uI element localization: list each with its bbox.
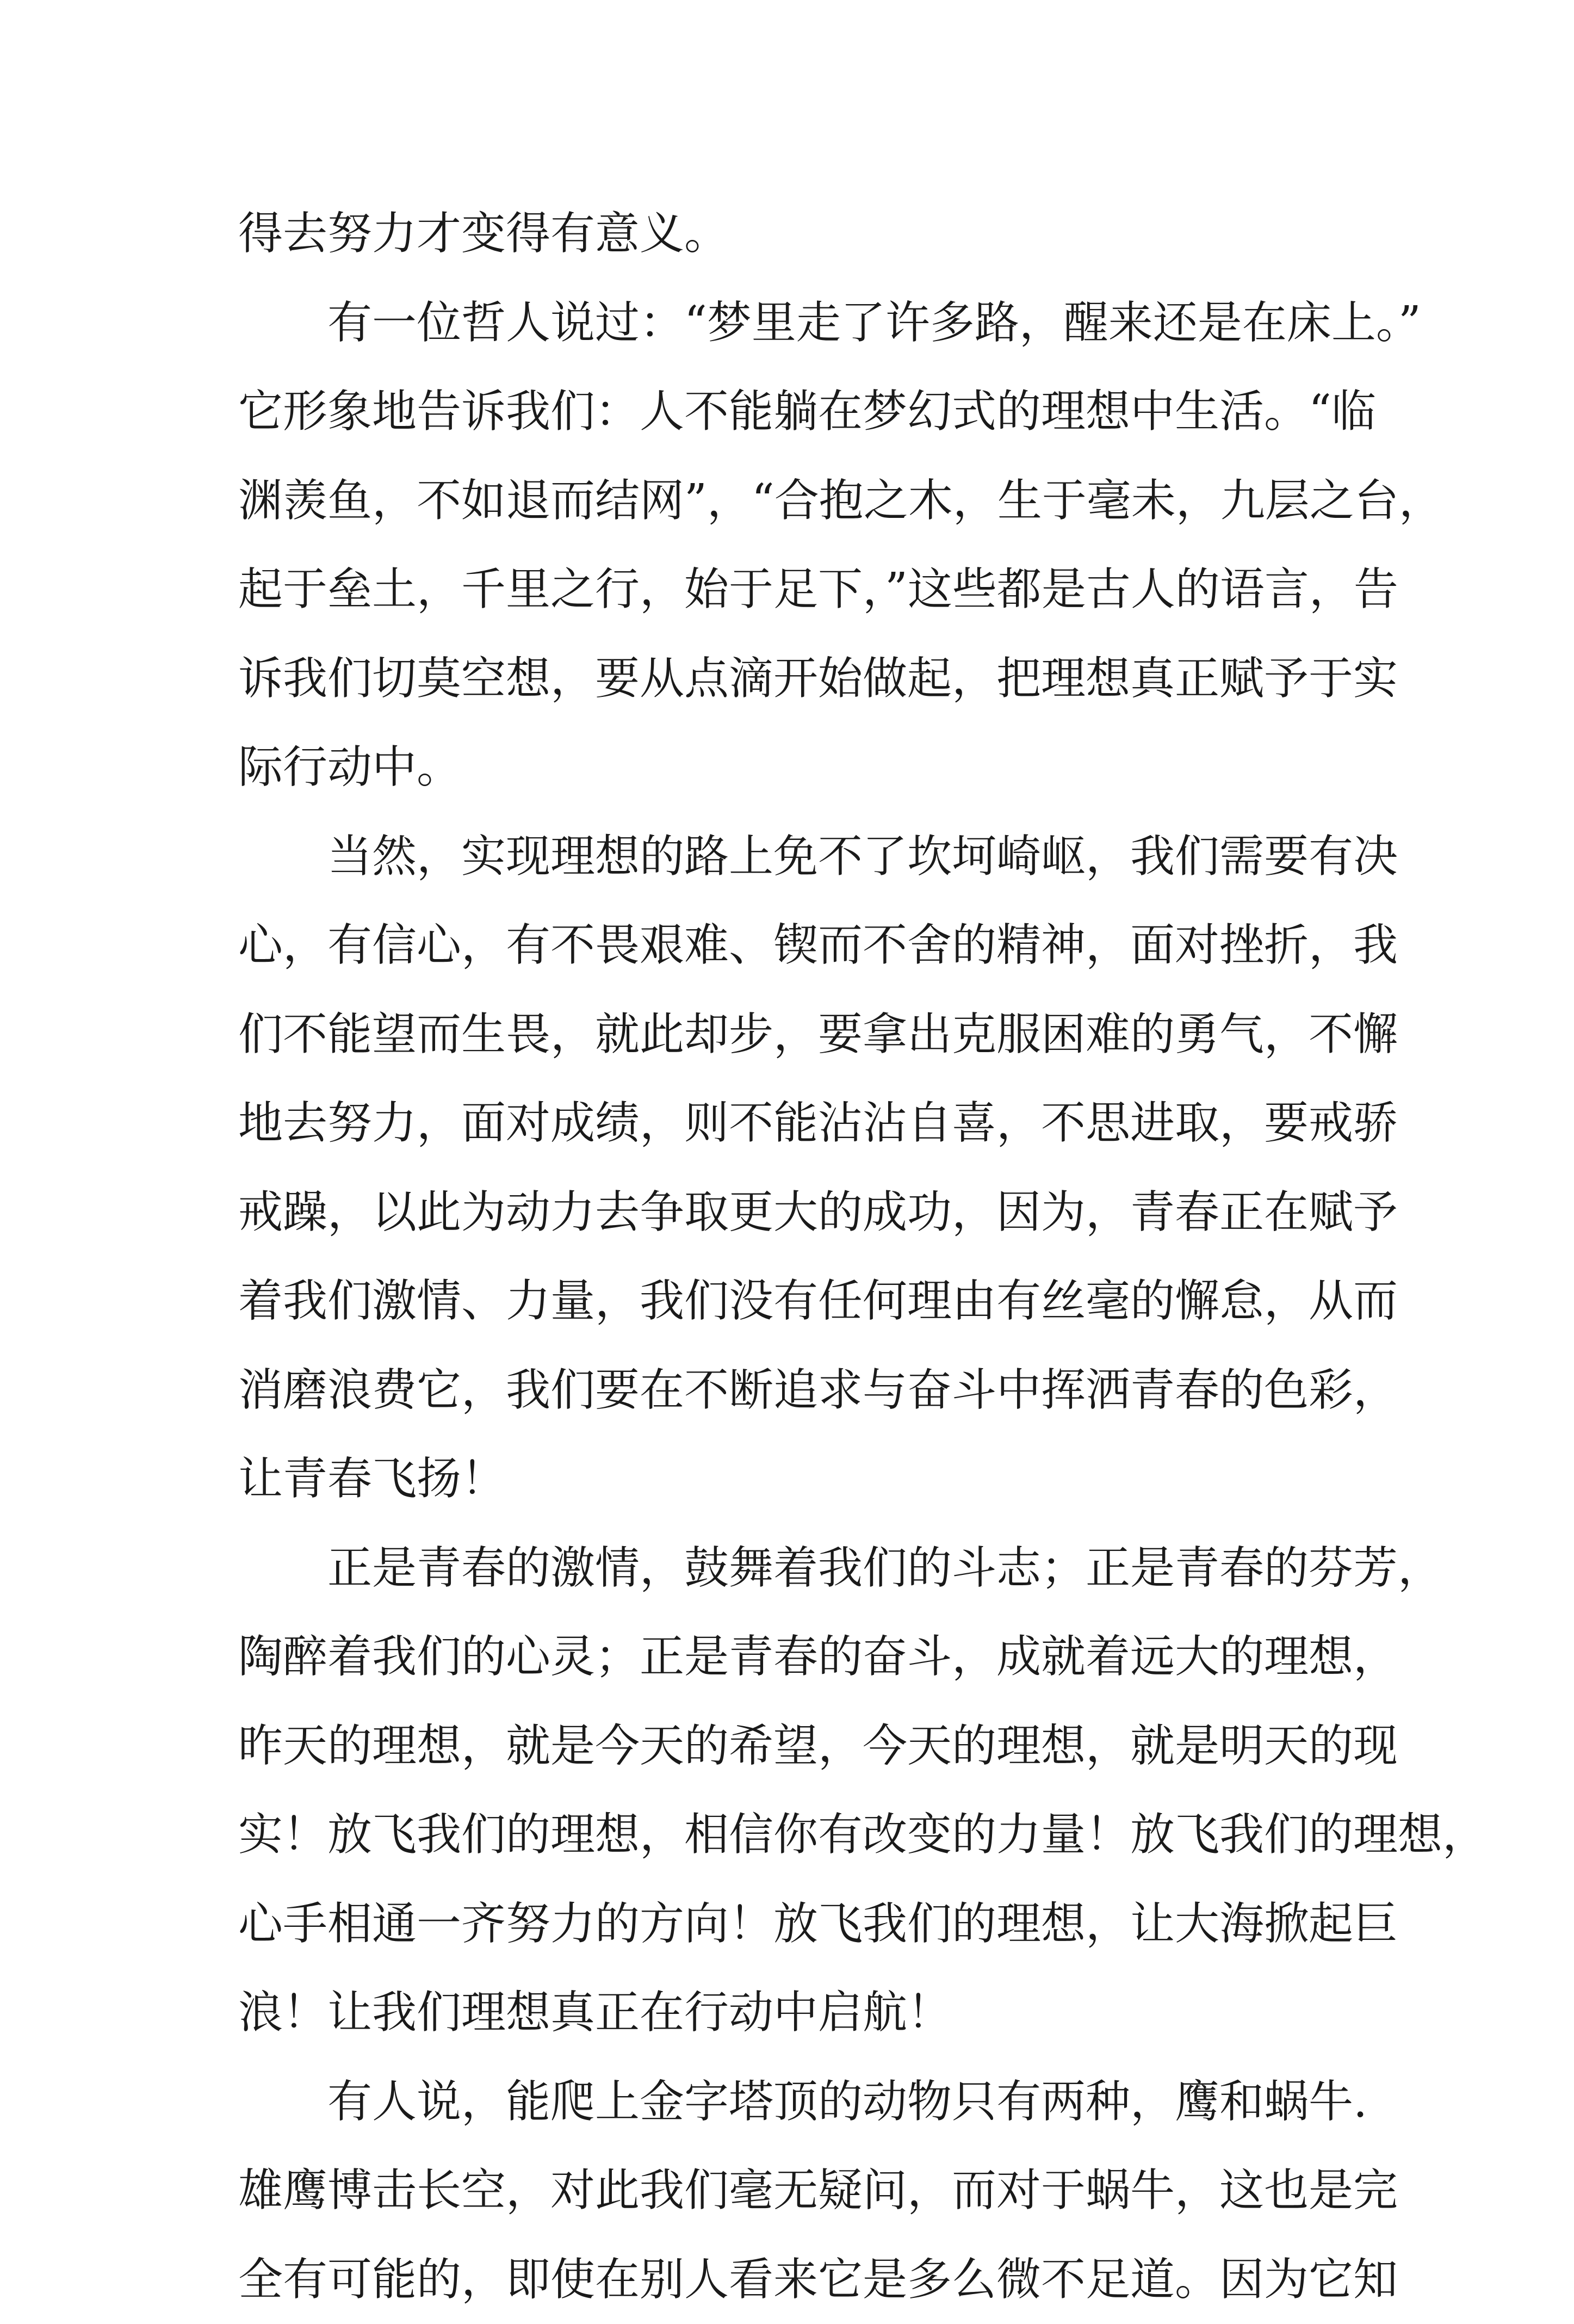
document-body <box>238 189 1348 2324</box>
text-line: 有一位哲人说过：“梦里走了许多路，醒来还是在床上。” <box>238 279 1348 368</box>
text-line: 有人说，能爬上金字塔顶的动物只有两种，鹰和蜗牛. <box>238 2057 1348 2147</box>
text-line: 着我们激情、力量，我们没有任何理由有丝毫的懈怠，从而 <box>238 1257 1348 1346</box>
text-line: 实！放飞我们的理想，相信你有改变的力量！放飞我们的理想， <box>238 1790 1348 1880</box>
text-line: 渊羡鱼，不如退而结网”，“合抱之木，生于毫未，九层之台， <box>238 456 1348 546</box>
text-line: 浪！让我们理想真正在行动中启航！ <box>238 1968 1348 2057</box>
text-line: 起于垒土，千里之行，始于足下，”这些都是古人的语言，告 <box>238 545 1348 634</box>
text-line: 心手相通一齐努力的方向！放飞我们的理想，让大海掀起巨 <box>238 1880 1348 1969</box>
text-line: 际行动中。 <box>238 723 1348 812</box>
text-line: 得去努力才变得有意义。 <box>238 189 1348 279</box>
text-line: 昨天的理想，就是今天的希望，今天的理想，就是明天的现 <box>238 1702 1348 1791</box>
text-line: 诉我们切莫空想，要从点滴开始做起，把理想真正赋予于实 <box>238 634 1348 724</box>
text-line: 们不能望而生畏，就此却步，要拿出克服困难的勇气，不懈 <box>238 990 1348 1079</box>
text-line: 戒躁，以此为动力去争取更大的成功，因为，青春正在赋予 <box>238 1168 1348 1257</box>
text-line: 它形象地告诉我们：人不能躺在梦幻式的理想中生活。“临 <box>238 367 1348 456</box>
text-line: 当然，实现理想的路上免不了坎坷崎岖，我们需要有决 <box>238 812 1348 901</box>
text-line: 雄鹰博击长空，对此我们毫无疑问，而对于蜗牛，这也是完 <box>238 2146 1348 2235</box>
text-line: 地去努力，面对成绩，则不能沾沾自喜，不思进取，要戒骄 <box>238 1079 1348 1168</box>
text-line: 心，有信心，有不畏艰难、锲而不舍的精神，面对挫折，我 <box>238 901 1348 990</box>
text-line: 正是青春的激情，鼓舞着我们的斗志；正是青春的芬芳， <box>238 1524 1348 1613</box>
text-line: 消磨浪费它，我们要在不断追求与奋斗中挥洒青春的色彩， <box>238 1346 1348 1435</box>
text-line: 全有可能的，即使在别人看来它是多么微不足道。因为它知 <box>238 2235 1348 2324</box>
text-line: 陶醉着我们的心灵；正是青春的奋斗，成就着远大的理想， <box>238 1612 1348 1702</box>
text-line: 让青春飞扬！ <box>238 1435 1348 1524</box>
